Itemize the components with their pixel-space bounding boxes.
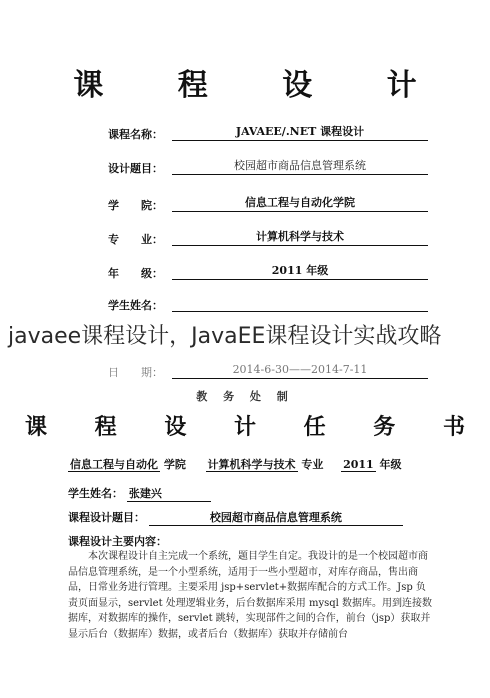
overlay-caption: javaee课程设计，JavaEE课程设计实战攻略 — [8, 324, 442, 349]
task-title: 课 程 设 计 任 务 书 — [25, 414, 485, 440]
field-student-name — [108, 295, 428, 315]
field-value: 2011 年级 — [172, 263, 428, 280]
field-value — [172, 295, 428, 312]
field-value: JAVAEE/.NET 课程设计 — [172, 124, 428, 141]
task-year-suffix: 年级 — [379, 458, 402, 471]
field-value: 计算机科学与技术 — [172, 229, 428, 246]
task-topic-label: 课程设计题目： — [68, 511, 145, 524]
task-college-suffix: 学院 — [163, 458, 186, 471]
field-label: 日 期： — [108, 366, 163, 379]
field-value: 信息工程与自动化学院 — [172, 195, 428, 212]
field-label: 学 院： — [108, 199, 163, 212]
task-affiliation-line — [68, 456, 402, 472]
field-label: 设计题目： — [108, 162, 163, 175]
task-student-label: 学生姓名： — [68, 487, 123, 500]
field-value: 校园超市商品信息管理系统 — [172, 158, 428, 175]
field-design-topic — [108, 158, 428, 178]
task-content-paragraph: 本次课程设计自主完成一个系统，题目学生自定。我设计的是一个校园超市商品信息管理系统，是一个小型系统，适用于一些小型超市，对库存商品，售出商品，日常业务进行管理。主要采用 jsp+servlet+数据库配合的方式工作。Jsp 负责页面显示，servlet 处理逻辑业务，后台数据库采用 mysql 数据库。用到连接数据库，对数据库的操作，servlet 跳转，实现部件之间的合作，前台（jsp）获取并显示后台（数据库）数据，或者后台（数据库）获取并存储前台 — [68, 551, 433, 640]
field-label: 专 业： — [108, 233, 163, 246]
field-grade — [108, 263, 428, 283]
task-content-label: 课程设计主要内容： — [68, 535, 167, 548]
task-year: 2011 — [343, 458, 374, 471]
task-topic: 校园超市商品信息管理系统 — [149, 509, 403, 526]
field-label: 课程名称： — [108, 128, 163, 141]
field-course-name — [108, 124, 428, 144]
task-major-suffix: 专业 — [301, 458, 324, 471]
field-college — [108, 195, 428, 215]
field-label: 年 级： — [108, 267, 163, 280]
field-major — [108, 229, 428, 249]
field-value: 2014-6-30——2014-7-11 — [172, 362, 428, 379]
task-college: 信息工程与自动化 — [70, 458, 158, 471]
task-student-line — [68, 485, 211, 502]
task-major: 计算机科学与技术 — [207, 458, 296, 471]
cover-title: 课 程 设 计 — [73, 68, 449, 103]
field-label: 学生姓名： — [108, 299, 163, 312]
task-topic-line — [68, 509, 403, 526]
task-student-name: 张建兴 — [127, 485, 211, 502]
issuer-stamp-text: 教 务 处 制 — [196, 390, 294, 403]
field-date — [108, 362, 428, 382]
